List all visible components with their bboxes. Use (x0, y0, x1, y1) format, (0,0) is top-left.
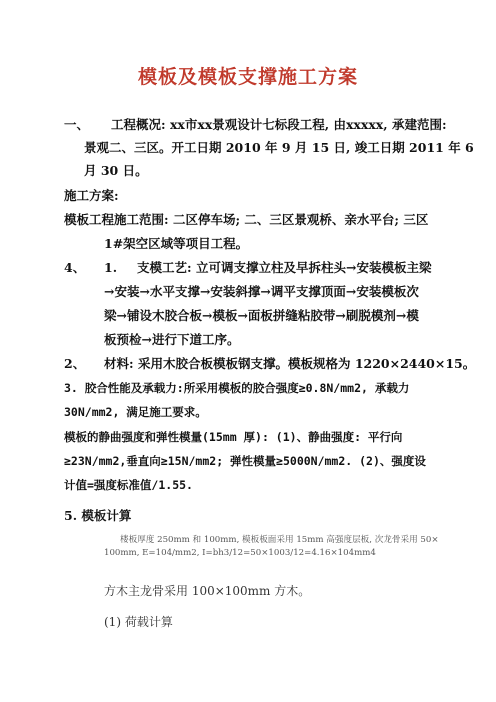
static-strength-line-1: 模板的静曲强度和弹性模量(15mm 厚): (1)、静曲强度: 平行向 (64, 430, 403, 444)
section-1-line-2: 景观二、三区。开工日期 2010 年 9 月 15 日, 竣工日期 2011 年 6 (84, 140, 474, 155)
section-4-sub-number: 1. (104, 260, 118, 275)
calc-line-1: 楼板厚度 250mm 和 100mm, 模板板面采用 15mm 高强度层板, 次龙骨采用 50× (120, 535, 439, 545)
section-3-line-1: 3. 胶合性能及承载力:所采用模板的胶合强度≥0.8N/mm2, 承载力 (64, 381, 410, 395)
document-title: 模板及模板支撑施工方案 (137, 66, 358, 88)
static-strength-line-2: ≥23N/mm2,垂直向≥15N/mm2; 弹性模量≥5000N/mm2. (2)、强度设 (64, 454, 426, 468)
section-1-line-1: 工程概况: xx市xx景观设计七标段工程, 由xxxxx, 承建范围: (111, 117, 447, 132)
section-2-line-1: 材料: 采用木胶合板模板钢支撑。模板规格为 1220×2440×15。 (104, 356, 476, 371)
section-4-line-1: 支模工艺: 立可调支撑立柱及早拆柱头→安装模板主梁 (137, 260, 432, 275)
section-2-number: 2、 (64, 356, 86, 371)
section-1-line-3: 月 30 日。 (84, 163, 148, 178)
section-4-line-4: 板预检→进行下道工序。 (104, 332, 240, 347)
scope-line-2: 1#架空区域等项目工程。 (104, 236, 249, 251)
main-keel-line: 方木主龙骨采用 100×100mm 方木。 (104, 584, 311, 598)
section-4-line-2: →安装→水平支撑→安装斜撑→调平支撑顶面→安装模板次 (104, 284, 419, 299)
section-4-number: 4、 (64, 260, 86, 275)
section-1-number: 一、 (64, 117, 90, 132)
section-5-heading: 5. 模板计算 (64, 508, 132, 523)
calc-line-2: 100mm, E=104/mm2, I=bh3/12=50×1003/12=4.16×104mm4 (104, 548, 376, 558)
section-4-line-3: 梁→铺设木胶合板→模板→面板拼缝粘胶带→刷脱模剂→模 (104, 308, 419, 323)
static-strength-line-3: 计值=强度标准值/1.55. (64, 478, 193, 492)
section-3-line-2: 30N/mm2, 满足施工要求。 (64, 405, 207, 419)
load-calc-heading: (1) 荷载计算 (104, 615, 173, 629)
plan-heading: 施工方案: (64, 188, 119, 203)
scope-line-1: 模板工程施工范围: 二区停车场; 二、三区景观桥、亲水平台; 三区 (64, 212, 429, 227)
